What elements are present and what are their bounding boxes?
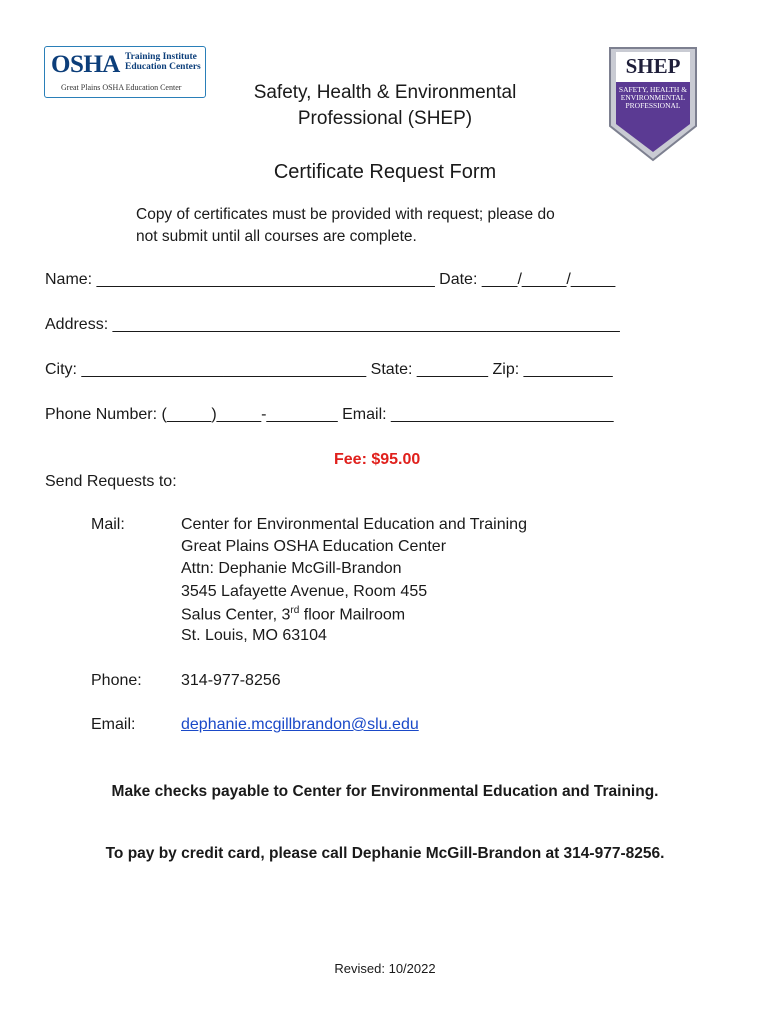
email-link[interactable]: dephanie.mcgillbrandon@slu.edu [181, 716, 419, 733]
page-title-line2: Professional (SHEP) [297, 108, 473, 129]
osha-logo-tagline: Great Plains OSHA Education Center [61, 83, 182, 92]
osha-wordmark: OSHA [51, 51, 120, 78]
osha-logo-subtitle [125, 52, 201, 72]
mail-line-3: Attn: Dephanie McGill-Brandon [181, 560, 402, 577]
shep-badge-title: SHEP [625, 54, 681, 78]
osha-logo-line1: Training Institute [125, 52, 197, 62]
mail-salus-post: floor Mailroom [299, 606, 406, 624]
notice-line1: Copy of certificates must be provided with request; please do [136, 206, 555, 223]
address-field[interactable]: Address: _________________________________________________________ [45, 316, 620, 333]
email-label: Email: [91, 716, 136, 733]
mail-line-1: Center for Environmental Education and Training [181, 516, 527, 533]
phone-value: 314-977-8256 [181, 672, 281, 689]
mail-line-5 [181, 605, 405, 624]
name-date-field[interactable]: Name: ______________________________________ Date: ____/_____/_____ [45, 271, 616, 288]
revised-date: Revised: 10/2022 [334, 961, 436, 976]
checks-payable-note: Make checks payable to Center for Environmental Education and Training. [111, 783, 659, 800]
shep-badge [606, 46, 700, 162]
notice-line2: not submit until all courses are complete. [136, 228, 417, 245]
mail-label: Mail: [91, 516, 125, 533]
phone-label: Phone: [91, 672, 142, 689]
city-state-zip-field[interactable]: City: ________________________________ State: ________ Zip: __________ [45, 361, 613, 378]
form-title: Certificate Request Form [273, 161, 497, 183]
shep-badge-subtitle: SAFETY, HEALTH & ENVIRONMENTAL PROFESSIONAL [618, 85, 688, 110]
mail-salus-sup: rd [290, 605, 300, 616]
osha-logo-line2: Education Centers [125, 62, 201, 72]
send-requests-heading: Send Requests to: [45, 473, 177, 490]
page-title-line1: Safety, Health & Environmental [253, 82, 517, 103]
mail-line-6: St. Louis, MO 63104 [181, 627, 327, 644]
mail-salus-pre: Salus Center, 3 [181, 606, 291, 624]
credit-card-note: To pay by credit card, please call Dephanie McGill-Brandon at 314-977-8256. [105, 845, 665, 862]
phone-email-field[interactable]: Phone Number: (_____)_____-________ Email: _________________________ [45, 406, 614, 423]
fee-amount: Fee: $95.00 [334, 451, 421, 468]
mail-line-4: 3545 Lafayette Avenue, Room 455 [181, 583, 428, 600]
mail-line-2: Great Plains OSHA Education Center [181, 538, 447, 555]
